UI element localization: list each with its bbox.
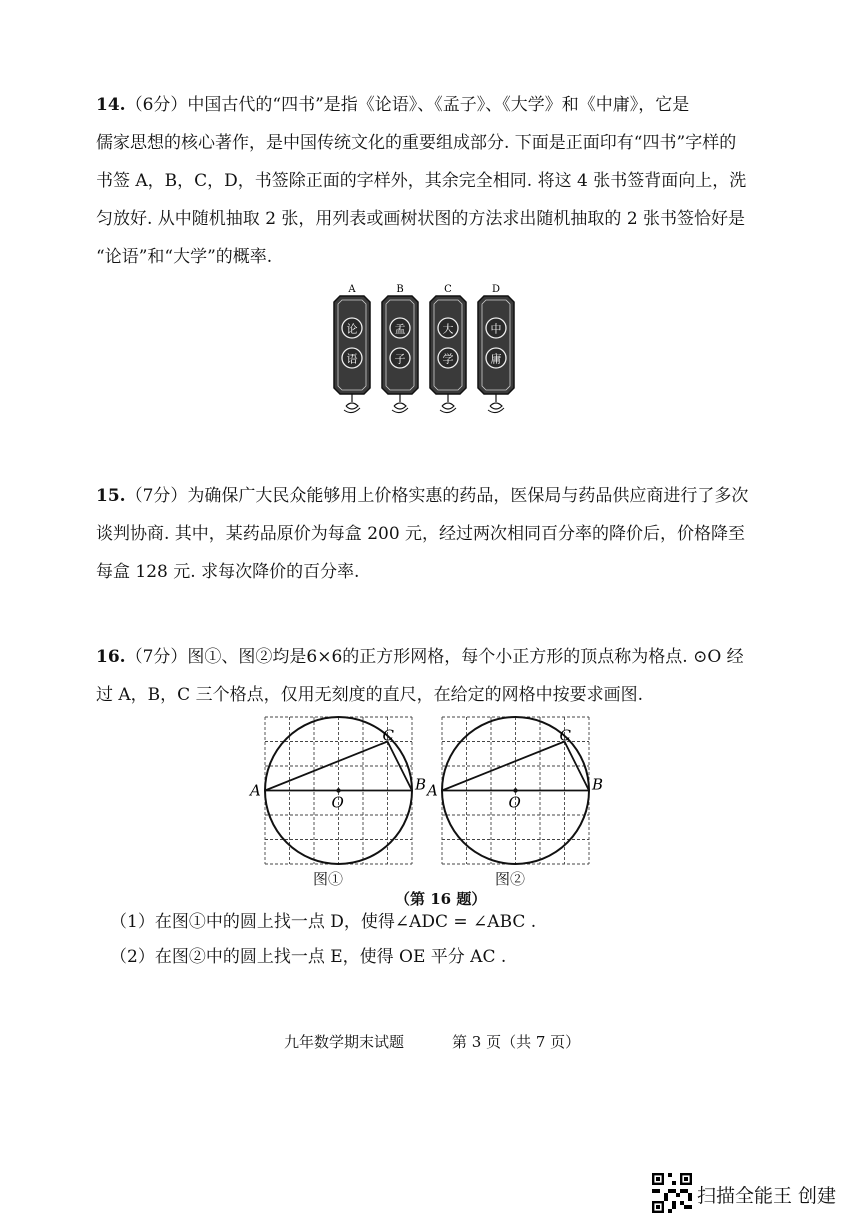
bookmark-label: D bbox=[491, 284, 501, 295]
center-point bbox=[513, 788, 517, 792]
q16-line-1: 16.（7分）图①、图②均是6×6的正方形网格，每个小正方形的顶点称为格点. ⊙O 经 bbox=[96, 647, 744, 667]
bookmark-a bbox=[334, 284, 370, 413]
bookmark-char: 孟 bbox=[394, 322, 406, 336]
label-b: B bbox=[415, 775, 427, 794]
grid-figure-2 bbox=[427, 712, 604, 877]
bookmark-label: C bbox=[444, 284, 452, 295]
q16-number: 16. bbox=[96, 647, 126, 667]
figure-title: （第 16 题） bbox=[395, 890, 487, 908]
bookmark-char: 语 bbox=[346, 352, 358, 366]
question-14 bbox=[96, 86, 786, 276]
question-15 bbox=[96, 477, 786, 591]
label-b: B bbox=[592, 775, 604, 794]
question-16 bbox=[96, 638, 786, 714]
q16-line-2: 过 A，B，C 三个格点，仅用无刻度的直尺，在给定的网格中按要求画图. bbox=[96, 685, 643, 705]
watermark-text: 扫描全能王 创建 bbox=[697, 1185, 837, 1207]
label-a: A bbox=[427, 781, 438, 800]
grid-figure-1 bbox=[250, 712, 427, 877]
segment-ac bbox=[442, 742, 565, 791]
label-c: C bbox=[382, 726, 394, 745]
label-o: O bbox=[508, 793, 521, 812]
bookmarks-figure bbox=[326, 282, 526, 432]
q15-number: 15. bbox=[96, 486, 126, 506]
q16-sub-2: （2）在图②中的圆上找一点 E，使得 OE 平分 AC . bbox=[110, 947, 507, 967]
q15-line-2: 谈判协商. 其中，某药品原价为每盒 200 元，经过两次相同百分率的降价后，价格降至 bbox=[96, 524, 746, 544]
q15-line-3: 每盒 128 元. 求每次降价的百分率. bbox=[96, 562, 360, 582]
bookmark-d bbox=[478, 284, 514, 413]
bookmark-char: 大 bbox=[442, 322, 454, 336]
bookmark-char: 庸 bbox=[490, 352, 502, 366]
bookmark-label: B bbox=[396, 284, 404, 295]
bookmark-b bbox=[382, 284, 418, 413]
figure-2-caption: 图② bbox=[495, 870, 526, 888]
segment-ac bbox=[265, 742, 388, 791]
q14-line-3: 书签 A，B，C，D，书签除正面的字样外，其余完全相同. 将这 4 张书签背面向上，洗 bbox=[96, 171, 747, 191]
label-c: C bbox=[559, 726, 571, 745]
q14-line-4: 匀放好. 从中随机抽取 2 张，用列表或画树状图的方法求出随机抽取的 2 张书签恰好是 bbox=[96, 209, 746, 229]
bookmark-char: 中 bbox=[490, 322, 502, 336]
label-a: A bbox=[250, 781, 261, 800]
bookmark-c bbox=[430, 284, 466, 413]
footer-page: 第 3 页（共 7 页） bbox=[452, 1033, 581, 1051]
center-point bbox=[336, 788, 340, 792]
bookmark-char: 学 bbox=[442, 352, 454, 366]
q14-number: 14. bbox=[96, 95, 126, 115]
bookmark-char: 论 bbox=[346, 322, 358, 336]
footer-subject: 九年数学期末试题 bbox=[284, 1033, 405, 1051]
qr-code-icon bbox=[652, 1173, 692, 1213]
figure-1-caption: 图① bbox=[313, 870, 344, 888]
q14-line-1: 14.（6分）中国古代的“四书”是指《论语》、《孟子》、《大学》和《中庸》，它是 bbox=[96, 95, 690, 115]
label-o: O bbox=[331, 793, 344, 812]
bookmark-label: A bbox=[348, 284, 356, 295]
bookmark-char: 子 bbox=[394, 352, 406, 366]
q14-line-2: 儒家思想的核心著作，是中国传统文化的重要组成部分. 下面是正面印有“四书”字样的 bbox=[96, 133, 737, 153]
q15-line-1: 15.（7分）为确保广大民众能够用上价格实惠的药品，医保局与药品供应商进行了多次 bbox=[96, 486, 749, 506]
q14-line-5: “论语”和“大学”的概率. bbox=[96, 247, 273, 267]
q16-sub-1: （1）在图①中的圆上找一点 D，使得∠ADC = ∠ABC . bbox=[110, 912, 537, 932]
